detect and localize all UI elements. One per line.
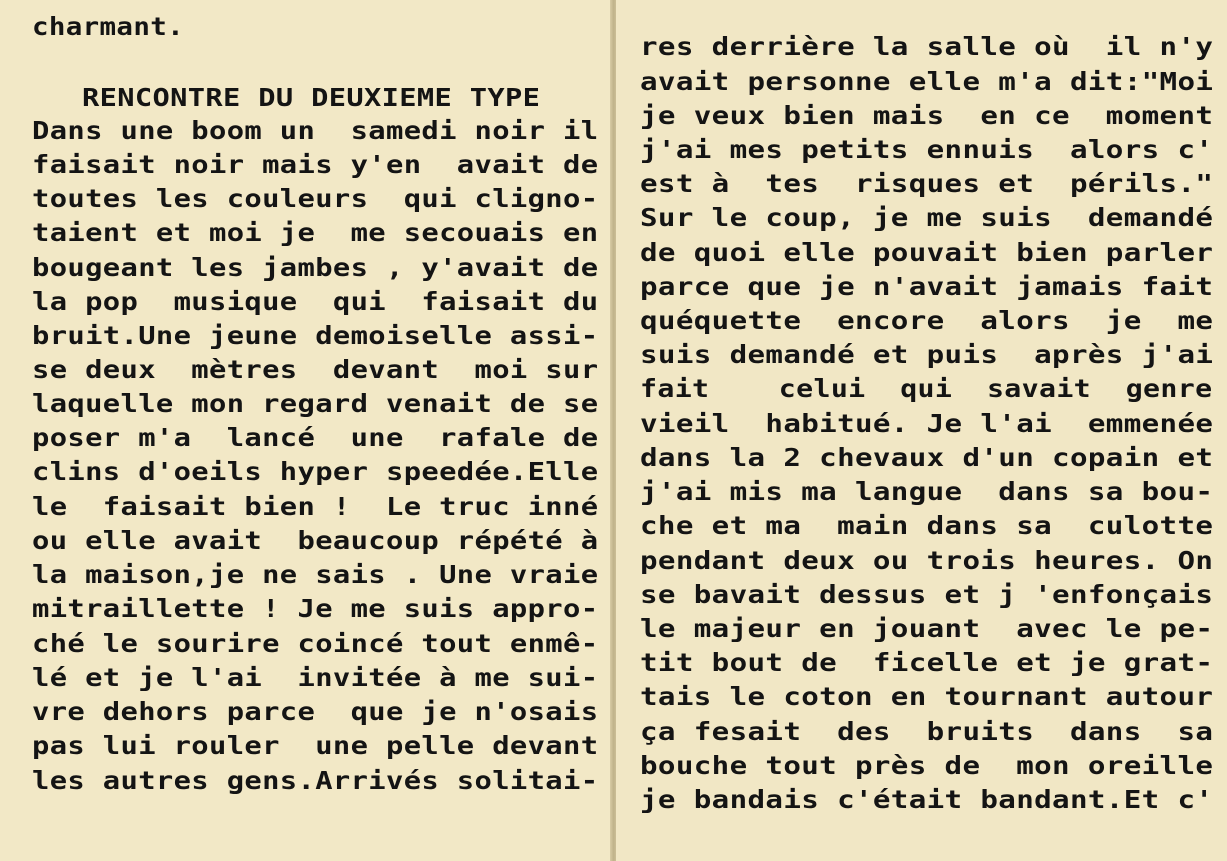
left-page: [0, 0, 612, 861]
page-text-line: pas lui rouler une pelle devant: [32, 731, 599, 760]
page-text-line: che et ma main dans sa culotte: [640, 511, 1214, 540]
page-text-line: est à tes risques et périls.": [640, 169, 1214, 198]
page-text-line: Dans une boom un samedi noir il: [32, 116, 599, 145]
page-text-line: bouche tout près de mon oreille: [640, 751, 1214, 780]
page-text-line: je veux bien mais en ce moment: [640, 101, 1214, 130]
page-text-line: bougeant les jambes , y'avait de: [32, 253, 599, 282]
page-text-line: suis demandé et puis après j'ai: [640, 340, 1214, 369]
page-text-line: charmant.: [32, 12, 184, 41]
page-text-line: dans la 2 chevaux d'un copain et: [640, 443, 1214, 472]
right-page: [616, 0, 1227, 861]
page-text-line: j'ai mis ma langue dans sa bou-: [640, 477, 1214, 506]
page-text-line: bruit.Une jeune demoiselle assi-: [32, 321, 599, 350]
page-text-line: laquelle mon regard venait de se: [32, 389, 599, 418]
page-text-line: tais le coton en tournant autour: [640, 682, 1214, 711]
section-heading: RENCONTRE DU DEUXIEME TYPE: [82, 83, 541, 112]
page-text-line: les autres gens.Arrivés solitai-: [32, 766, 599, 795]
page-text-line: se deux mètres devant moi sur: [32, 355, 599, 384]
page-text-line: taient et moi je me secouais en: [32, 218, 599, 247]
page-text-line: Sur le coup, je me suis demandé: [640, 203, 1214, 232]
page-text-line: le faisait bien ! Le truc inné: [32, 492, 599, 521]
page-text-line: faisait noir mais y'en avait de: [32, 150, 599, 179]
page-text-line: clins d'oeils hyper speedée.Elle: [32, 457, 599, 486]
page-text-line: tit bout de ficelle et je grat-: [640, 648, 1214, 677]
page-text-line: parce que je n'avait jamais fait: [640, 272, 1214, 301]
page-text-line: la maison,je ne sais . Une vraie: [32, 560, 599, 589]
page-text-line: toutes les couleurs qui clignο-: [32, 184, 599, 213]
page-text-line: vre dehors parce que je n'osais: [32, 697, 599, 726]
page-text-line: fait celui qui savait genre: [640, 374, 1213, 403]
page-text-line: vieil habitué. Je l'ai emmenée: [640, 409, 1214, 438]
page-text-line: je bandais c'était bandant.Et c': [640, 785, 1214, 814]
page-text-line: pendant deux ou trois heures. On: [640, 546, 1214, 575]
page-text-line: poser m'a lancé une rafale de: [32, 423, 599, 452]
page-text-line: ché le sourire coincé tout enmê-: [32, 629, 599, 658]
page-text-line: mitraillette ! Je me suis appro-: [32, 594, 599, 623]
page-text-line: lé et je l'ai invitée à me sui-: [32, 663, 599, 692]
page-text-line: quéquette encore alors je me: [640, 306, 1214, 335]
page-text-line: ou elle avait beaucoup répété à: [32, 526, 599, 555]
page-text-line: ça fesait des bruits dans sa: [640, 717, 1214, 746]
page-text-line: res derrière la salle où il n'y: [640, 32, 1214, 61]
page-text-line: la pop musique qui faisait du: [32, 287, 599, 316]
page-text-line: se bavait dessus et j 'enfonçais: [640, 580, 1214, 609]
page-text-line: j'ai mes petits ennuis alors c': [640, 135, 1214, 164]
page-text-line: de quoi elle pouvait bien parler: [640, 238, 1214, 267]
page-text-line: avait personne elle m'a dit:"Moi: [640, 67, 1214, 96]
page-text-line: le majeur en jouant avec le pe-: [640, 614, 1214, 643]
